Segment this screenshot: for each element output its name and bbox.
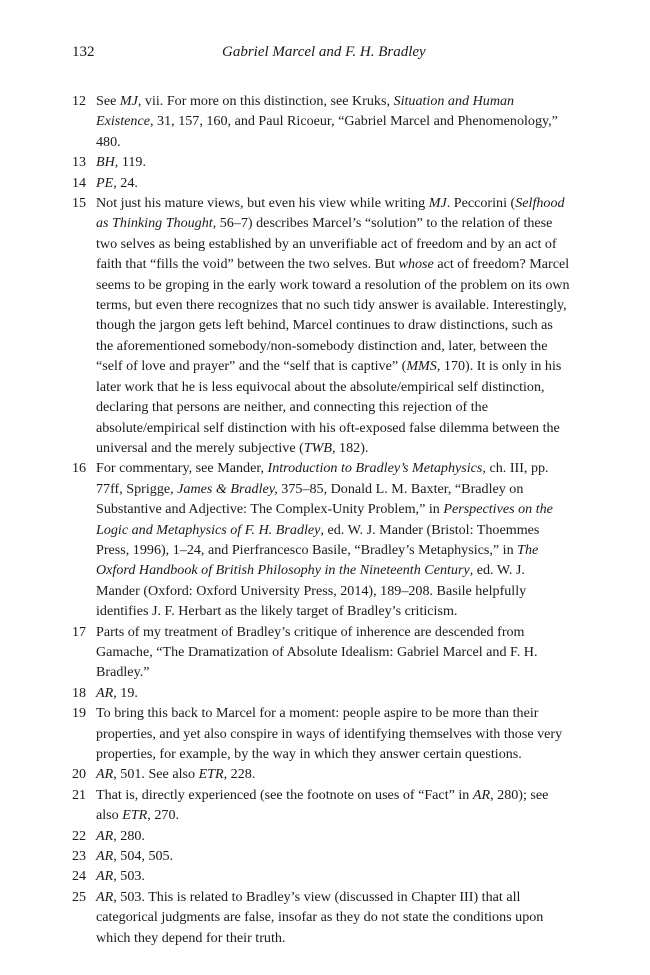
endnote: [72, 173, 572, 193]
italic-citation: AR: [96, 848, 114, 865]
endnote-text: [96, 193, 572, 458]
note-text-run: , 119.: [114, 154, 146, 171]
endnote: [72, 683, 572, 703]
note-text-run: That is, directly experienced (see the footnote on uses of “Fact” in: [96, 786, 473, 803]
endnote-number: 19: [72, 705, 87, 722]
endnote-number: 15: [72, 195, 87, 212]
italic-citation: MJ: [428, 195, 447, 212]
endnote: [72, 152, 572, 172]
endnote: [72, 622, 572, 683]
note-text-run: , 504, 505.: [113, 848, 174, 865]
italic-citation: whose: [398, 256, 434, 273]
endnote-number: 12: [72, 93, 87, 109]
endnote-text: [96, 91, 572, 152]
italic-citation: Perspectives on the Logic and Metaphysics of F. H. Bradley: [96, 501, 553, 538]
endnote: [72, 846, 572, 866]
endnote-text: [96, 173, 572, 193]
italic-citation: TWB,: [303, 439, 336, 456]
endnote: [72, 193, 572, 458]
italic-citation: AR,: [96, 868, 117, 885]
endnote: [72, 458, 572, 621]
note-text-run: For commentary, see Mander,: [96, 460, 268, 477]
note-text-run: , 503. This is related to Bradley’s view (discussed in Chapter III) that all categorical judgments are false, insofar as they do not state the conditions upon which they depend for their truth.: [96, 888, 544, 946]
endnote-text: [96, 703, 572, 764]
note-text-run: , 56–7) describes Marcel’s “solution” to the relation of these two selves as being established by an unverifiable act of freedom and by an act of faith that “fills the void” between the two selves. But: [96, 215, 557, 273]
endnote-text: [96, 826, 572, 846]
italic-citation: BH: [96, 154, 115, 171]
endnote-number: 14: [72, 174, 87, 191]
note-text-run: See: [96, 93, 120, 109]
note-text-run: , 280.: [113, 827, 145, 844]
note-text-run: , ch. III, pp. 77ff, Sprigge,: [96, 460, 549, 497]
note-text-run: 375–85, Donald L. M. Baxter, “Bradley on Substantive and Adjective: The Complex-Unity Problem,” in: [96, 480, 524, 518]
note-text-run: , 19.: [113, 684, 138, 701]
note-text-run: Not just his mature views, but even his view while writing: [96, 195, 429, 212]
note-text-run: 24.: [116, 174, 138, 191]
endnote-text: [96, 764, 572, 784]
endnote-number: 25: [72, 888, 87, 905]
endnote-number: 16: [72, 460, 87, 477]
endnote-text: [96, 846, 572, 866]
endnote: [72, 91, 572, 152]
note-text-run: , 228.: [223, 766, 256, 783]
italic-citation: Selfhood as Thinking Thought: [96, 195, 565, 232]
italic-citation: AR: [96, 888, 114, 905]
italic-citation: Situation and Human Existence: [96, 93, 515, 130]
note-text-run: , 501. See also: [113, 766, 199, 783]
endnote-text: [96, 152, 572, 172]
note-text-run: . Peccorini (: [446, 195, 516, 212]
endnote-text: [96, 785, 572, 826]
note-text-run: , 170). It is only in his later work that he is less equivocal about the absolute/empirical self distinction, declaring that persons are neither, and connecting this rejection of the absolute/empirical self distinction with his oft-exposed false dilemma between the universal and the merely subjective (: [96, 358, 562, 456]
note-text-run: , ed. W. J. Mander (Oxford: Oxford University Press, 2014), 189–208. Basile helpfully identifies J. F. Herbart as the likely target of Bradley’s criticism.: [96, 562, 527, 620]
note-text-run: , 31, 157, 160, and Paul Ricoeur, “Gabriel Marcel and Phenomenology,” 480.: [96, 113, 558, 150]
running-header: [72, 44, 592, 66]
endnote-number: 17: [72, 623, 87, 640]
italic-citation: The Oxford Handbook of British Philosophy in the Nineteenth Century: [96, 541, 539, 579]
note-text-run: Parts of my treatment of Bradley’s critique of inherence are descended from Gamache, “The Dramatization of Absolute Idealism: Gabriel Marcel and F. H. Bradley.”: [96, 623, 538, 681]
endnote-number: 22: [72, 827, 87, 844]
italic-citation: AR: [96, 684, 114, 701]
note-text-run: , ed. W. J. Mander (Bristol: Thoemmes Press, 1996), 1–24, and Pierfrancesco Basile, “Bradley’s Metaphysics,” in: [96, 521, 540, 558]
endnote-text: [96, 866, 572, 886]
endnote: [72, 887, 572, 948]
endnote-text: [96, 458, 572, 621]
note-text-run: 182).: [335, 439, 369, 456]
note-text-run: , 270.: [147, 807, 180, 824]
italic-citation: AR: [472, 786, 491, 803]
italic-citation: ETR: [122, 807, 148, 824]
endnote: [72, 785, 572, 826]
endnote-number: 13: [72, 154, 87, 171]
endnote-text: [96, 887, 572, 948]
note-text-run: , 280); see also: [96, 786, 549, 824]
page-number: 132: [72, 44, 95, 60]
endnote: [72, 703, 572, 764]
italic-citation: MJ: [119, 93, 138, 109]
italic-citation: PE,: [96, 174, 117, 191]
italic-citation: James & Bradley,: [177, 480, 278, 497]
endnote-number: 21: [72, 786, 87, 803]
note-text-run: act of freedom? Marcel seems to be groping in the early work toward a resolution of the problem on its own terms, but even there recognizes that no such tidy answer is available. Interestingly, though the jargon gets left behind, Marcel continues to draw distinctions, such as the aforementioned somebody/non-somebody distinction and, later, between the “self of love and prayer” and the “self that is captive” (: [96, 256, 570, 375]
note-text-run: To bring this back to Marcel for a moment: people aspire to be more than their properties, and yet also conspire in ways of identifying themselves with those very properties, for example, by the way in which they answer certain questions.: [96, 705, 563, 762]
note-text-run: 503.: [116, 868, 145, 885]
endnote-number: 20: [72, 766, 87, 783]
endnotes-list: [72, 91, 572, 948]
italic-citation: AR: [96, 827, 114, 844]
italic-citation: ETR: [198, 766, 224, 783]
endnote: [72, 764, 572, 784]
italic-citation: MMS: [406, 358, 437, 375]
endnote-text: [96, 622, 572, 683]
italic-citation: Introduction to Bradley’s Metaphysics: [267, 460, 483, 477]
endnote-number: 24: [72, 868, 87, 885]
endnote-number: 18: [72, 684, 87, 701]
endnote-text: [96, 683, 572, 703]
endnote: [72, 866, 572, 886]
endnote-number: 23: [72, 848, 87, 865]
italic-citation: AR: [96, 766, 114, 783]
running-title: Gabriel Marcel and F. H. Bradley: [222, 44, 426, 60]
endnote: [72, 826, 572, 846]
note-text-run: , vii. For more on this distinction, see Kruks,: [137, 93, 394, 109]
